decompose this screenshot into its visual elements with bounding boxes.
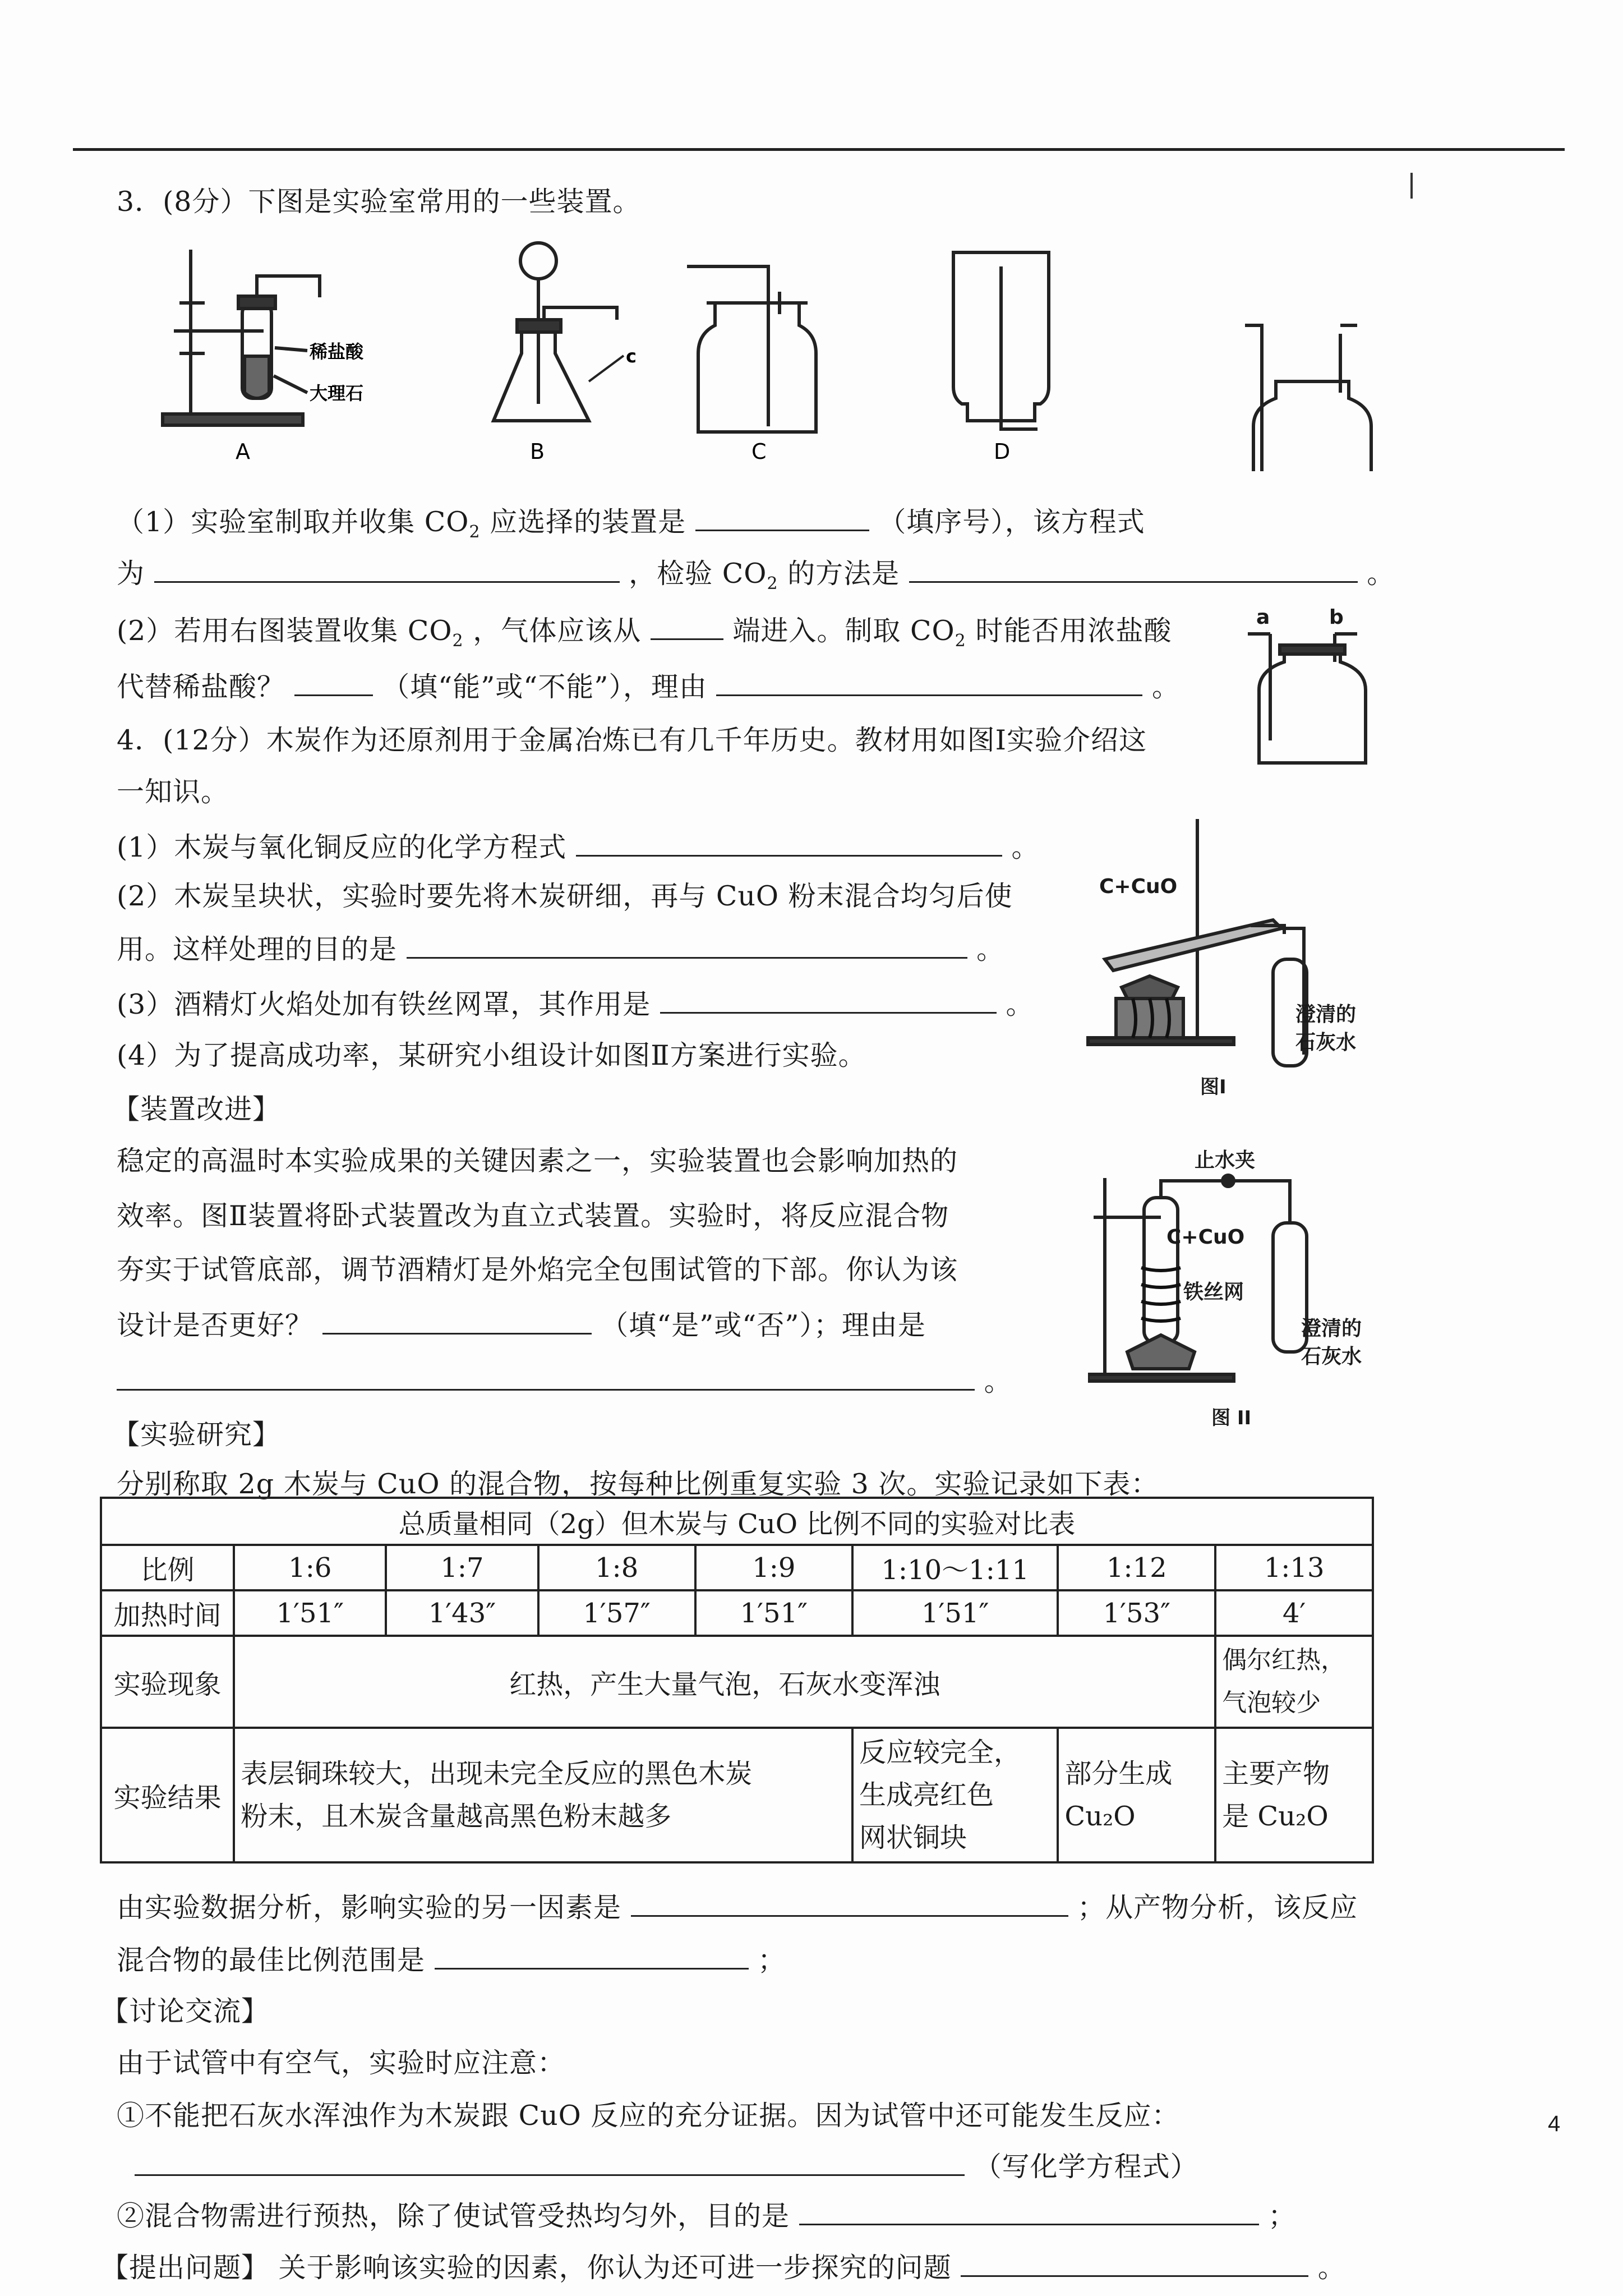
- analysis-line2: [117, 1942, 786, 1977]
- q4-sub3: [117, 986, 1034, 1022]
- q4-sub1: [117, 829, 1039, 864]
- figure-1: [1082, 808, 1396, 1099]
- text: 。: [976, 933, 1005, 965]
- fig2-clamp-label: 止水夹: [1195, 1149, 1256, 1172]
- answer-blank-preheat-purpose[interactable]: [799, 2198, 1259, 2225]
- text: 主要产物: [1222, 1758, 1330, 1789]
- text: 反应较完全，: [859, 1737, 1021, 1768]
- fig2-mesh-label: 铁丝网: [1183, 1281, 1244, 1304]
- table-cell: 实验现象: [101, 1636, 234, 1728]
- table-row-ratio: [101, 1545, 1373, 1590]
- q3-bottle-area: [1245, 606, 1413, 763]
- table-cell: 1′51″: [234, 1590, 386, 1636]
- discussion-intro: 由于试管中有空气，实验时应注意：: [117, 2047, 566, 2079]
- answer-blank-test-method[interactable]: [909, 555, 1358, 583]
- text: （填序号），该方程式: [878, 506, 1145, 538]
- fig1-mix-label: C+CuO: [1099, 875, 1178, 898]
- text: 。: [984, 1365, 1012, 1397]
- text: （填“能”或“不能”），理由: [382, 671, 707, 703]
- answer-blank-side-reaction[interactable]: [135, 2148, 965, 2176]
- text: 。: [1011, 831, 1040, 863]
- table-cell: [234, 1728, 852, 1862]
- text: 偶尔红热，: [1222, 1646, 1346, 1674]
- fig2-mix-label: C+CuO: [1166, 1226, 1245, 1249]
- improve-line3: 夯实于试管底部，调节酒精灯是外焰完全包围试管的下部。你认为该: [117, 1254, 958, 1286]
- collection-bottle: [1245, 325, 1371, 471]
- text: 表层铜珠较大，出现未完全反应的黑色木炭: [241, 1758, 753, 1789]
- text: 部分生成: [1064, 1758, 1173, 1789]
- table-cell: 1:7: [386, 1545, 538, 1590]
- text: 混合物的最佳比例范围是: [117, 1944, 426, 1976]
- fig2-lime-label-1: 澄清的: [1301, 1317, 1362, 1340]
- text: ；: [1268, 2200, 1297, 2232]
- table-cell: 4′: [1215, 1590, 1373, 1636]
- table-row-heating-time: [101, 1590, 1373, 1636]
- answer-blank-yes-no[interactable]: [322, 1307, 592, 1335]
- label-marble: 大理石: [310, 383, 364, 404]
- apparatus-a: [163, 250, 320, 425]
- label-A: A: [236, 439, 250, 464]
- text: ，检验: [629, 558, 713, 590]
- q4-stem-line2: 一知识。: [117, 776, 229, 808]
- fig2-lime-label-2: 石灰水: [1301, 1345, 1362, 1368]
- q3-part1-line1: [117, 504, 1145, 549]
- discussion-point1: ①不能把石灰水浑浊作为木炭跟 CuO 反应的充分证据。因为试管中还可能发生反应：: [117, 2100, 1180, 2132]
- text: 网状铜块: [859, 1822, 967, 1853]
- label-dilute-hcl: 稀盐酸: [310, 341, 364, 362]
- header-rule: [73, 148, 1565, 151]
- answer-blank-other-factor[interactable]: [631, 1889, 1068, 1917]
- q3-apparatus-figure: [151, 236, 1419, 471]
- fig1-lime-label-1: 澄清的: [1295, 1003, 1357, 1026]
- text: （写化学方程式）: [974, 2151, 1198, 2183]
- experiment-comparison-table: [100, 1497, 1374, 1864]
- table-cell: [1215, 1636, 1373, 1728]
- answer-blank-mesh-purpose[interactable]: [660, 986, 997, 1014]
- q4-sub4: (4）为了提高成功率，某研究小组设计如图Ⅱ方案进行实验。: [117, 1039, 866, 1071]
- improve-line5: [117, 1363, 1012, 1398]
- table-cell: 比例: [101, 1545, 234, 1590]
- heading-raise-question: 【提出问题】: [101, 2252, 270, 2284]
- label-B: B: [530, 439, 545, 464]
- text: 用。这样处理的目的是: [117, 933, 398, 965]
- q4-stem-line1: 4．(12分）木炭作为还原剂用于金属冶炼已有几千年历史。教材用如图I实验介绍这: [117, 724, 1147, 756]
- answer-blank-purpose[interactable]: [407, 931, 967, 959]
- table-cell: 1′43″: [386, 1590, 538, 1636]
- table-row-result: [101, 1728, 1373, 1862]
- text: 设计是否更好？: [117, 1309, 313, 1341]
- text: 气泡较少: [1222, 1688, 1321, 1717]
- table-cell: 1′51″: [852, 1590, 1058, 1636]
- table-cell: 1:8: [538, 1545, 695, 1590]
- improve-line2: 效率。图Ⅱ装置将卧式装置改为直立式装置。实验时，将反应混合物: [117, 1200, 949, 1232]
- research-intro: 分别称取 2g 木炭与 CuO 的混合物，按每种比例重复实验 3 次。实验记录如下表：: [117, 1468, 1159, 1500]
- answer-blank-reason[interactable]: [716, 669, 1142, 696]
- text: 为: [117, 558, 145, 590]
- co2-formula: $CO_2$: [910, 615, 966, 651]
- q3-part2-line1: [117, 613, 1172, 658]
- margin-mark: [1410, 173, 1413, 199]
- co2-formula: $CO_2$: [722, 558, 778, 593]
- text: 生成亮红色: [859, 1779, 994, 1811]
- improve-line1: 稳定的高温时本实验成果的关键因素之一，实验装置也会影响加热的: [117, 1145, 958, 1177]
- text: Cu₂O: [1064, 1801, 1136, 1832]
- table-cell: 1′57″: [538, 1590, 695, 1636]
- q3-stem: 3．(8分）下图是实验室常用的一些装置。: [117, 186, 641, 218]
- text: 的方法是: [787, 558, 900, 590]
- text: 。: [1367, 558, 1395, 590]
- heading-experiment-research: 【实验研究】: [112, 1419, 281, 1451]
- table-cell: 1:9: [695, 1545, 852, 1590]
- table-cell: 1′53″: [1058, 1590, 1215, 1636]
- text: ②混合物需进行预热，除了使试管受热均匀外，目的是: [117, 2200, 790, 2232]
- q3-part1-line2: [117, 555, 1395, 601]
- table-cell: [1058, 1728, 1215, 1862]
- table-title: 总质量相同（2g）但木炭与 CuO 比例不同的实验对比表: [101, 1498, 1373, 1545]
- port-b-label: b: [1329, 606, 1344, 629]
- q4-sub2-line2: [117, 931, 1004, 967]
- table-cell: 1:13: [1215, 1545, 1373, 1590]
- q4-sub2-line1: (2）木炭呈块状，实验时要先将木炭研细，再与 CuO 粉末混合均匀后使: [117, 880, 1013, 912]
- text: ；: [758, 1944, 786, 1976]
- table-cell: 1:10～1:11: [852, 1545, 1058, 1590]
- text: （1）实验室制取并收集: [117, 506, 416, 538]
- table-cell: [1215, 1728, 1373, 1862]
- table-cell: 实验结果: [101, 1728, 234, 1862]
- label-D: D: [994, 439, 1011, 464]
- text: (1）木炭与氧化铜反应的化学方程式: [117, 831, 567, 863]
- text: ，气体应该从: [473, 615, 642, 647]
- text: 关于影响该实验的因素，你认为还可进一步探究的问题: [278, 2252, 952, 2284]
- table-cell: 1:6: [234, 1545, 386, 1590]
- text: 代替稀盐酸？: [117, 671, 285, 703]
- text: （填“是”或“否”）；理由是: [601, 1309, 926, 1341]
- page-number: 4: [1548, 2111, 1561, 2136]
- apparatus-d: [953, 252, 1049, 429]
- fig2-caption: 图 II: [1211, 1407, 1252, 1429]
- table-row-phenomenon: [101, 1636, 1373, 1728]
- answer-blank-equation-c-cuo[interactable]: [576, 829, 1002, 857]
- answer-blank-inlet[interactable]: [651, 613, 723, 640]
- apparatus-b: [494, 243, 617, 421]
- port-a-label: a: [1256, 606, 1270, 629]
- table-cell: [852, 1728, 1058, 1862]
- text: 粉末，且木炭含量越高黑色粉末越多: [241, 1801, 672, 1832]
- fig1-lime-label-2: 石灰水: [1295, 1031, 1357, 1054]
- answer-blank-further-question[interactable]: [961, 2249, 1308, 2277]
- table-cell: 1:12: [1058, 1545, 1215, 1590]
- text: 由实验数据分析，影响实验的另一因素是: [117, 1892, 622, 1924]
- improve-line4: [117, 1307, 926, 1342]
- table-cell: 红热，产生大量气泡，石灰水变浑浊: [234, 1636, 1215, 1728]
- bottle-ab-icon: [1245, 628, 1413, 797]
- answer-blank-best-ratio[interactable]: [435, 1942, 749, 1970]
- discussion-point2: [117, 2198, 1296, 2233]
- text: 。: [1317, 2252, 1346, 2284]
- q3-part2-line2: [117, 669, 1180, 704]
- text: 。: [1152, 671, 1181, 703]
- fig1-caption: 图I: [1200, 1076, 1227, 1098]
- answer-blank-can-or-not[interactable]: [294, 669, 373, 696]
- text: (3）酒精灯火焰处加有铁丝网罩，其作用是: [117, 988, 651, 1020]
- heading-device-improvement: 【装置改进】: [112, 1093, 281, 1125]
- heading-discussion: 【讨论交流】: [101, 1995, 270, 2027]
- text: (2）若用右图装置收集: [117, 615, 399, 647]
- text: 。: [1006, 988, 1034, 1020]
- raise-question-line: [101, 2249, 1346, 2285]
- table-cell: 加热时间: [101, 1590, 234, 1636]
- text: 端进入。制取: [732, 615, 901, 647]
- text: ；从产物分析，该反应: [1077, 1892, 1358, 1924]
- table-cell: 1′51″: [695, 1590, 852, 1636]
- text: 时能否用浓盐酸: [975, 615, 1172, 647]
- figure-2: [1088, 1144, 1402, 1436]
- co2-formula: $CO_2$: [424, 506, 481, 542]
- table-title-row: [101, 1498, 1373, 1545]
- text: 应选择的装置是: [490, 506, 686, 538]
- answer-blank-improve-reason[interactable]: [117, 1363, 975, 1391]
- label-c: c: [626, 346, 637, 367]
- answer-blank-device[interactable]: [695, 504, 869, 531]
- discussion-point1-answer: [135, 2148, 1198, 2184]
- answer-blank-equation[interactable]: [154, 555, 620, 583]
- co2-formula: $CO_2$: [407, 615, 464, 651]
- text: 是 Cu₂O: [1222, 1801, 1329, 1832]
- label-C: C: [751, 439, 767, 464]
- analysis-line1: [117, 1889, 1358, 1925]
- apparatus-c: [687, 266, 816, 432]
